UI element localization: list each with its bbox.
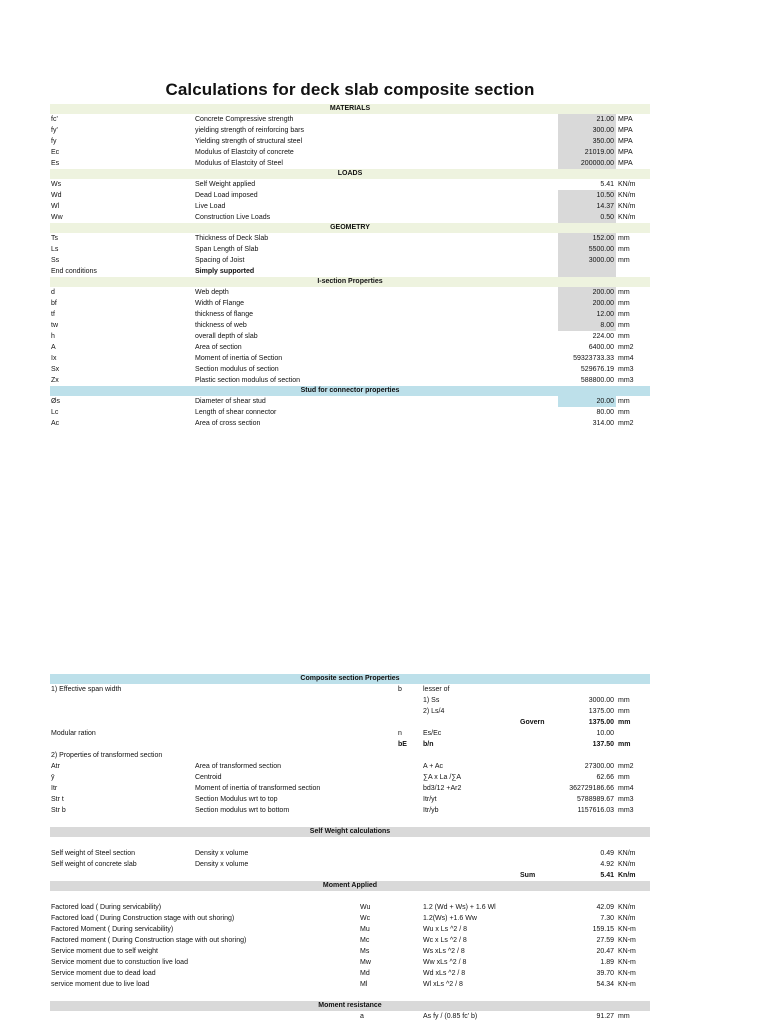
value-cell: [558, 266, 616, 277]
selfweight-label: Self weight of concrete slab: [51, 861, 137, 868]
moment-resistance-row: [50, 1011, 650, 1022]
govern-label: Govern: [520, 719, 545, 726]
selfweight-label: Self weight of Steel section: [51, 850, 136, 857]
property-formula: ∑A x La /∑A: [423, 774, 461, 781]
isection-row: [50, 375, 650, 386]
moment-symbol: Wu: [360, 904, 371, 911]
moment-unit: KN-m: [618, 926, 636, 933]
isection-table: [50, 287, 650, 386]
moment-label: Factored load ( During servicability): [51, 904, 162, 911]
property-value: 5788989.67: [577, 796, 614, 803]
loads-row: [50, 179, 650, 190]
property-symbol: Itr: [51, 785, 58, 792]
page-title: Calculations for deck slab composite section: [165, 80, 535, 99]
moment-value: 54.34: [596, 981, 614, 988]
geometry-row: [50, 255, 650, 266]
moment-unit: KN-m: [618, 959, 636, 966]
unit: mm: [618, 257, 630, 264]
moment-label: Factored Moment ( During servicability): [51, 926, 174, 933]
property-description: Moment of inertia of transformed section: [195, 785, 321, 792]
value-cell: 200.00: [558, 298, 616, 309]
input-sheet: [50, 104, 650, 429]
property-description: Section Modulus wrt to top: [195, 796, 278, 803]
moment-value: 39.70: [596, 970, 614, 977]
property-value: 27300.00: [584, 763, 614, 770]
property-formula: Itr/yb: [423, 807, 439, 814]
transformed-section-label: 2) Properties of transformed section: [51, 752, 163, 759]
property-value: 62.66: [596, 774, 614, 781]
value-cell: 314.00: [592, 420, 614, 427]
sum-label: Sum: [520, 872, 536, 879]
loads-row: [50, 190, 650, 201]
selfweight-table: [50, 848, 650, 870]
moment-value: 20.47: [596, 948, 614, 955]
value-cell: 529676.19: [580, 366, 614, 373]
moment-symbol: Wc: [360, 915, 371, 922]
symbol: Øs: [51, 398, 60, 405]
selfweight-unit: KN/m: [618, 861, 636, 868]
value-cell: 350.00: [558, 136, 616, 147]
moment-label: Service moment due to dead load: [51, 970, 156, 977]
calculation-sheet: [50, 674, 650, 1022]
property-symbol: Str b: [51, 807, 66, 814]
unit: MPA: [618, 160, 633, 167]
loads-row: [50, 201, 650, 212]
transformed-row: [50, 783, 650, 794]
description: thickness of web: [195, 322, 247, 329]
description: Length of shear connector: [195, 409, 277, 416]
unit: mm: [618, 300, 630, 307]
isection-row: [50, 309, 650, 320]
property-formula: bd3/12 +Ar2: [423, 785, 462, 792]
moment-resistance-header: Moment resistance: [50, 1001, 650, 1011]
description: thickness of flange: [195, 311, 253, 318]
moment-symbol: Mu: [360, 926, 370, 933]
description: Width of Flange: [195, 300, 245, 307]
property-unit: mm3: [618, 796, 634, 803]
effective-width-formula: lesser of: [423, 686, 450, 693]
property-value: 1157616.03: [577, 807, 614, 814]
moment-formula: 1.2(Ws) +1.6 Ww: [423, 915, 477, 922]
moment-formula: Ww xLs ^2 / 8: [423, 959, 467, 966]
unit: mm: [618, 289, 630, 296]
description: overall depth of slab: [195, 333, 258, 340]
description: Section modulus of section: [195, 366, 279, 373]
symbol: Ws: [51, 181, 62, 188]
govern-value: 1375.00: [588, 719, 614, 726]
geometry-row: [50, 266, 650, 277]
moment-unit: KN-m: [618, 981, 636, 988]
isection-row: [50, 287, 650, 298]
symbol: Ac: [51, 420, 60, 427]
symbol: tw: [51, 322, 58, 329]
description: Area of section: [195, 344, 242, 351]
selfweight-description: Density x volume: [195, 861, 249, 868]
description: Area of cross section: [195, 420, 261, 427]
moment-value: 7.30: [600, 915, 614, 922]
value-cell: 14.37: [558, 201, 616, 212]
description: yielding strength of reinforcing bars: [195, 127, 304, 134]
selfweight-row: [50, 859, 650, 870]
isection-row: [50, 364, 650, 375]
symbol: fy: [51, 138, 57, 145]
isection-row: [50, 320, 650, 331]
symbol: Ww: [51, 214, 63, 221]
value-cell: 21019.00: [558, 147, 616, 158]
modular-ratio-symbol: n: [398, 730, 402, 737]
transformed-row: [50, 772, 650, 783]
value-cell: 6400.00: [588, 344, 614, 351]
transformed-row: [50, 761, 650, 772]
option-ss-formula: 1) Ss: [423, 697, 440, 704]
moment-applied-table: [50, 902, 650, 990]
value-cell: 224.00: [592, 333, 614, 340]
moment-value: 42.09: [596, 904, 614, 911]
effective-width-row: [50, 684, 650, 695]
geometry-table: [50, 233, 650, 277]
composite-header: Composite section Properties: [50, 674, 650, 684]
unit: mm3: [618, 366, 634, 373]
symbol: Ix: [51, 355, 57, 362]
moment-label: Service moment due to constuction live load: [51, 959, 188, 966]
option-ss-unit: mm: [618, 697, 630, 704]
moment-label: Factored load ( During Construction stage with out shoring): [51, 915, 235, 922]
unit: mm: [618, 333, 630, 340]
modular-ratio-label: Modular ration: [51, 730, 96, 737]
description: Live Load: [195, 203, 226, 210]
symbol: A: [51, 344, 56, 351]
moment-formula: 1.2 (Wd + Ws) + 1.6 Wl: [423, 904, 496, 911]
materials-row: [50, 114, 650, 125]
property-unit: mm4: [618, 785, 634, 792]
description: Dead Load imposed: [195, 192, 258, 199]
symbol: End conditions: [51, 268, 97, 275]
description: Concrete Compressive strength: [195, 116, 294, 123]
selfweight-sum-row: [50, 870, 650, 881]
option-ls-row: [50, 706, 650, 717]
unit: KN/m: [618, 203, 636, 210]
selfweight-description: Density x volume: [195, 850, 249, 857]
moment-resistance-unit: mm: [618, 1013, 630, 1020]
property-formula: A + Ac: [423, 763, 444, 770]
moment-formula: Ws xLs ^2 / 8: [423, 948, 465, 955]
value-cell: 200000.00: [558, 158, 616, 169]
be-formula: b/n: [423, 741, 434, 748]
geometry-header: GEOMETRY: [50, 223, 650, 233]
moment-row: [50, 957, 650, 968]
geometry-row: [50, 244, 650, 255]
symbol: h: [51, 333, 55, 340]
moment-label: service moment due to live load: [51, 981, 150, 988]
moment-row: [50, 946, 650, 957]
unit: KN/m: [618, 214, 636, 221]
value-cell: 5.41: [600, 181, 614, 188]
unit: MPA: [618, 149, 633, 156]
moment-formula: Wl xLs ^2 / 8: [423, 981, 463, 988]
option-ss-row: [50, 695, 650, 706]
moment-resistance-formula: As fy / (0.85 fc' b): [423, 1013, 478, 1020]
symbol: d: [51, 289, 55, 296]
moment-applied-header: Moment Applied: [50, 881, 650, 891]
value-cell: 21.00: [558, 114, 616, 125]
stud-row: [50, 396, 650, 407]
description: Spacing of Joist: [195, 257, 245, 264]
symbol: Zx: [51, 377, 59, 384]
isection-row: [50, 331, 650, 342]
value-cell: 80.00: [596, 409, 614, 416]
modular-ratio-value: 10.00: [596, 730, 614, 737]
effective-width-symbol: b: [398, 686, 402, 693]
property-symbol: ӯ: [51, 774, 55, 781]
unit: KN/m: [618, 181, 636, 188]
transformed-row: [50, 805, 650, 816]
unit: KN/m: [618, 192, 636, 199]
value-cell: 3000.00: [558, 255, 616, 266]
loads-table: [50, 179, 650, 223]
property-description: Centroid: [195, 774, 222, 781]
moment-label: Service moment due to self weight: [51, 948, 158, 955]
property-unit: mm: [618, 774, 630, 781]
be-value: 137.50: [592, 741, 614, 748]
moment-symbol: Md: [360, 970, 370, 977]
description: Diameter of shear stud: [195, 398, 266, 405]
symbol: tf: [51, 311, 55, 318]
sum-unit: Kn/m: [618, 872, 636, 879]
symbol: fc': [51, 116, 58, 123]
moment-value: 1.89: [600, 959, 614, 966]
moment-value: 159.15: [592, 926, 614, 933]
unit: mm: [618, 409, 630, 416]
description: Modulus of Elastcity of concrete: [195, 149, 294, 156]
moment-row: [50, 902, 650, 913]
unit: mm: [618, 322, 630, 329]
moment-symbol: Mw: [360, 959, 371, 966]
moment-symbol: Mc: [360, 937, 370, 944]
symbol: Lc: [51, 409, 59, 416]
property-symbol: Str t: [51, 796, 64, 803]
value-cell: 300.00: [558, 125, 616, 136]
value-cell: 0.50: [558, 212, 616, 223]
unit: mm: [618, 246, 630, 253]
selfweight-header: Self Weight calculations: [50, 827, 650, 837]
selfweight-unit: KN/m: [618, 850, 636, 857]
symbol: bf: [51, 300, 57, 307]
moment-formula: Wd xLs ^2 / 8: [423, 970, 466, 977]
stud-row: [50, 407, 650, 418]
value-cell: 5500.00: [558, 244, 616, 255]
property-formula: Itr/yt: [423, 796, 437, 803]
unit: MPA: [618, 116, 633, 123]
property-description: Area of transformed section: [195, 763, 281, 770]
moment-row: [50, 913, 650, 924]
symbol: Ss: [51, 257, 60, 264]
isection-row: [50, 298, 650, 309]
moment-row: [50, 979, 650, 990]
modular-ratio-row: [50, 728, 650, 739]
unit: mm: [618, 235, 630, 242]
description: Thickness of Deck Slab: [195, 235, 269, 242]
value-cell: 59323733.33: [573, 355, 614, 362]
description: Moment of inertia of Section: [195, 355, 283, 362]
stud-table: [50, 396, 650, 429]
isection-row: [50, 353, 650, 364]
value-cell: 8.00: [558, 320, 616, 331]
unit: mm: [618, 311, 630, 318]
selfweight-value: 0.49: [600, 850, 614, 857]
moment-row: [50, 935, 650, 946]
unit: mm: [618, 398, 630, 405]
isection-row: [50, 342, 650, 353]
unit: mm2: [618, 420, 634, 427]
moment-unit: KN-m: [618, 970, 636, 977]
modular-ratio-formula: Es/Ec: [423, 730, 442, 737]
moment-value: 27.59: [596, 937, 614, 944]
selfweight-value: 4.92: [600, 861, 614, 868]
isection-header: I-section Properties: [50, 277, 650, 287]
materials-row: [50, 147, 650, 158]
unit: mm4: [618, 355, 634, 362]
unit: MPA: [618, 138, 633, 145]
sum-value: 5.41: [600, 872, 614, 879]
moment-resistance-value: 91.27: [596, 1013, 614, 1020]
materials-row: [50, 136, 650, 147]
moment-symbol: Ml: [360, 981, 368, 988]
value-cell: 588800.00: [580, 377, 614, 384]
symbol: Ec: [51, 149, 60, 156]
transformed-row: [50, 794, 650, 805]
option-ls-value: 1375.00: [588, 708, 614, 715]
property-unit: mm2: [618, 763, 634, 770]
moment-formula: Wc x Ls ^2 / 8: [423, 937, 467, 944]
stud-header: Stud for connector properties: [50, 386, 650, 396]
unit: mm3: [618, 377, 634, 384]
option-ls-unit: mm: [618, 708, 630, 715]
description: Construction Live Loads: [195, 214, 271, 221]
symbol: fy': [51, 127, 58, 134]
be-row: [50, 739, 650, 750]
moment-unit: KN/m: [618, 915, 636, 922]
option-ss-value: 3000.00: [588, 697, 614, 704]
selfweight-row: [50, 848, 650, 859]
description: Self Weight applied: [195, 181, 256, 188]
moment-row: [50, 968, 650, 979]
value-cell: 12.00: [558, 309, 616, 320]
symbol: Wl: [51, 203, 60, 210]
value-cell: 10.50: [558, 190, 616, 201]
description: Web depth: [195, 289, 229, 296]
property-description: Section modulus wrt to bottom: [195, 807, 290, 814]
moment-unit: KN-m: [618, 948, 636, 955]
property-symbol: Atr: [51, 763, 60, 770]
symbol: Ls: [51, 246, 59, 253]
govern-unit: mm: [618, 719, 631, 726]
description: Modulus of Elastcity of Steel: [195, 160, 283, 167]
property-unit: mm3: [618, 807, 634, 814]
loads-header: LOADS: [50, 169, 650, 179]
description: Span Length of Slab: [195, 246, 259, 253]
symbol: Es: [51, 160, 60, 167]
transformed-label-row: [50, 750, 650, 761]
geometry-row: [50, 233, 650, 244]
be-symbol: bE: [398, 741, 407, 748]
moment-symbol: Ms: [360, 948, 370, 955]
symbol: Wd: [51, 192, 62, 199]
description: Plastic section modulus of section: [195, 377, 301, 384]
materials-header: MATERIALS: [50, 104, 650, 114]
effective-width-label: 1) Effective span width: [51, 686, 122, 693]
be-unit: mm: [618, 741, 631, 748]
description: Simply supported: [195, 268, 255, 275]
unit: MPA: [618, 127, 633, 134]
govern-row: [50, 717, 650, 728]
description: Yielding strength of structural steel: [195, 138, 303, 145]
materials-row: [50, 158, 650, 169]
property-value: 362729186.66: [569, 785, 614, 792]
moment-formula: Wu x Ls ^2 / 8: [423, 926, 468, 933]
symbol: Sx: [51, 366, 60, 373]
value-cell: 20.00: [558, 396, 616, 407]
moment-resistance-symbol: a: [360, 1013, 364, 1020]
unit: mm2: [618, 344, 634, 351]
symbol: Ts: [51, 235, 58, 242]
stud-row: [50, 418, 650, 429]
value-cell: 200.00: [558, 287, 616, 298]
moment-unit: KN/m: [618, 904, 636, 911]
transformed-section-table: [50, 761, 650, 816]
value-cell: 152.00: [558, 233, 616, 244]
materials-table: [50, 114, 650, 169]
moment-row: [50, 924, 650, 935]
moment-label: Factored moment ( During Construction stage with out shoring): [51, 937, 247, 944]
loads-row: [50, 212, 650, 223]
option-ls-formula: 2) Ls/4: [423, 708, 445, 715]
moment-unit: KN-m: [618, 937, 636, 944]
materials-row: [50, 125, 650, 136]
